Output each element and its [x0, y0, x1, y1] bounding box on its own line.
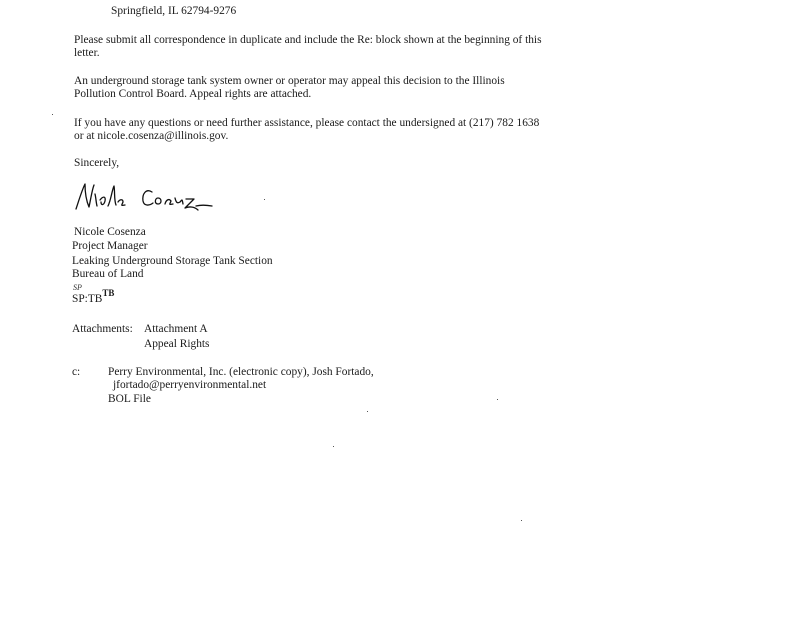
scan-speck — [264, 199, 265, 200]
correspondence-paragraph: Please submit all correspondence in duplicate and include the Re: block shown at the beginning of this letter. — [74, 34, 542, 59]
contact-paragraph: If you have any questions or need further assistance, please contact the undersigned at (217) 782 1638 or at nicole.cosenza@illinois.gov. — [74, 117, 540, 142]
cc-file: BOL File — [108, 393, 151, 405]
handwritten-signature — [70, 180, 220, 214]
signer-section: Leaking Underground Storage Tank Section — [72, 255, 273, 267]
typist-initials — [72, 288, 115, 306]
address-line: Springfield, IL 62794-9276 — [111, 5, 237, 17]
cc-line: Perry Environmental, Inc. (electronic copy), Josh Fortado, — [108, 366, 374, 378]
scan-speck — [333, 446, 334, 447]
cc-label: c: — [72, 366, 81, 378]
scan-speck — [52, 114, 53, 115]
signer-title: Project Manager — [72, 240, 148, 252]
attachments-label: Attachments: — [72, 323, 133, 335]
initials-superscript: TB — [102, 288, 115, 298]
scan-speck — [367, 411, 368, 412]
initials-main: SP:TB — [72, 293, 103, 305]
attachment-item: Appeal Rights — [144, 338, 210, 350]
closing: Sincerely, — [74, 157, 120, 169]
scan-speck — [521, 520, 522, 521]
appeal-paragraph: An underground storage tank system owner or operator may appeal this decision to the Illinois Pollution Control Board. Appeal rights are attached. — [74, 75, 505, 100]
handwritten-initials: SP — [73, 283, 82, 292]
signer-bureau: Bureau of Land — [72, 268, 144, 280]
attachment-item: Attachment A — [144, 323, 208, 335]
scan-speck — [497, 399, 498, 400]
cc-email: jfortado@perryenvironmental.net — [113, 379, 267, 391]
signer-name: Nicole Cosenza — [74, 226, 146, 238]
